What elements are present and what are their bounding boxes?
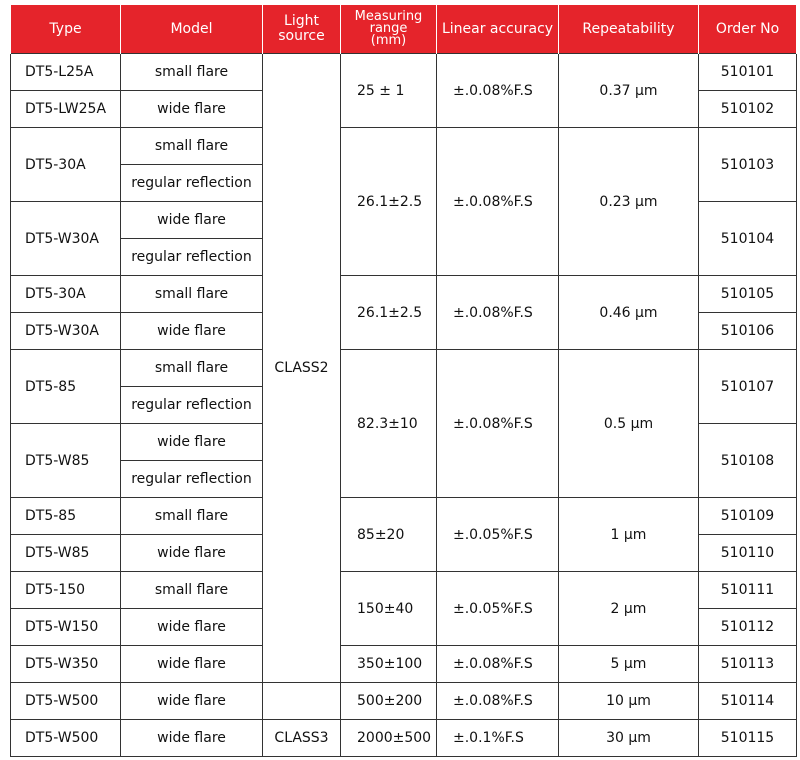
accuracy-cell: ±.0.08%F.S <box>437 683 559 720</box>
table-row <box>11 54 797 91</box>
header-light-source-line2: source <box>278 28 325 44</box>
range-cell: 85±20 <box>341 498 437 572</box>
header-repeatability: Repeatability <box>559 5 699 54</box>
header-measuring-range-line2: range <box>369 21 408 36</box>
type-cell: DT5-85 <box>11 350 121 424</box>
repeatability-cell: 5 μm <box>559 646 699 683</box>
model-cell: regular reflection <box>121 239 263 276</box>
table-row <box>11 572 797 609</box>
repeatability-cell: 0.23 μm <box>559 128 699 276</box>
order-no-cell: 510114 <box>699 683 797 720</box>
order-no-cell: 510111 <box>699 572 797 609</box>
model-cell: wide flare <box>121 424 263 461</box>
model-cell: regular reflection <box>121 461 263 498</box>
accuracy-cell: ±.0.08%F.S <box>437 276 559 350</box>
model-cell: wide flare <box>121 609 263 646</box>
order-no-cell: 510103 <box>699 128 797 202</box>
accuracy-cell: ±.0.08%F.S <box>437 350 559 498</box>
model-cell: small flare <box>121 276 263 313</box>
repeatability-cell: 30 μm <box>559 720 699 757</box>
table-row <box>11 646 797 683</box>
type-cell: DT5-150 <box>11 572 121 609</box>
header-row <box>11 5 797 54</box>
model-cell: regular reflection <box>121 165 263 202</box>
header-type: Type <box>11 5 121 54</box>
light-source-cell: CLASS3 <box>263 720 341 757</box>
light-source-cell-empty <box>263 683 341 720</box>
accuracy-cell: ±.0.05%F.S <box>437 498 559 572</box>
accuracy-cell: ±.0.08%F.S <box>437 128 559 276</box>
table-row <box>11 683 797 720</box>
order-no-cell: 510101 <box>699 54 797 91</box>
header-order-no: Order No <box>699 5 797 54</box>
accuracy-cell: ±.0.08%F.S <box>437 54 559 128</box>
model-cell: small flare <box>121 54 263 91</box>
model-cell: wide flare <box>121 720 263 757</box>
table-row <box>11 276 797 313</box>
light-source-cell: CLASS2 <box>263 54 341 683</box>
range-cell: 2000±500 <box>341 720 437 757</box>
table-row <box>11 350 797 387</box>
model-cell: wide flare <box>121 535 263 572</box>
header-light-source-line1: Light <box>284 13 319 29</box>
type-cell: DT5-30A <box>11 128 121 202</box>
order-no-cell: 510107 <box>699 350 797 424</box>
type-cell: DT5-W85 <box>11 535 121 572</box>
model-cell: regular reflection <box>121 387 263 424</box>
order-no-cell: 510109 <box>699 498 797 535</box>
order-no-cell: 510112 <box>699 609 797 646</box>
order-no-cell: 510108 <box>699 424 797 498</box>
model-cell: wide flare <box>121 313 263 350</box>
range-cell: 350±100 <box>341 646 437 683</box>
order-no-cell: 510113 <box>699 646 797 683</box>
type-cell: DT5-W150 <box>11 609 121 646</box>
model-cell: wide flare <box>121 202 263 239</box>
type-cell: DT5-30A <box>11 276 121 313</box>
order-no-cell: 510115 <box>699 720 797 757</box>
type-cell: DT5-W500 <box>11 683 121 720</box>
model-cell: small flare <box>121 350 263 387</box>
order-no-cell: 510110 <box>699 535 797 572</box>
order-no-cell: 510106 <box>699 313 797 350</box>
type-cell: DT5-W85 <box>11 424 121 498</box>
model-cell: wide flare <box>121 683 263 720</box>
order-no-cell: 510105 <box>699 276 797 313</box>
type-cell: DT5-L25A <box>11 54 121 91</box>
type-cell: DT5-LW25A <box>11 91 121 128</box>
model-cell: small flare <box>121 572 263 609</box>
type-cell: DT5-W30A <box>11 202 121 276</box>
range-cell: 82.3±10 <box>341 350 437 498</box>
accuracy-cell: ±.0.1%F.S <box>437 720 559 757</box>
repeatability-cell: 2 μm <box>559 572 699 646</box>
header-measuring-range-line1: Measuring <box>354 9 423 24</box>
model-cell: small flare <box>121 128 263 165</box>
range-cell: 25 ± 1 <box>341 54 437 128</box>
repeatability-cell: 10 μm <box>559 683 699 720</box>
range-cell: 150±40 <box>341 572 437 646</box>
spec-table <box>10 5 797 757</box>
model-cell: wide flare <box>121 91 263 128</box>
header-measuring-range-line3: (mm) <box>370 33 407 48</box>
header-model: Model <box>121 5 263 54</box>
table-row <box>11 720 797 757</box>
order-no-cell: 510102 <box>699 91 797 128</box>
repeatability-cell: 1 μm <box>559 498 699 572</box>
model-cell: wide flare <box>121 646 263 683</box>
repeatability-cell: 0.5 μm <box>559 350 699 498</box>
header-measuring-range <box>341 5 437 54</box>
type-cell: DT5-W30A <box>11 313 121 350</box>
repeatability-cell: 0.46 μm <box>559 276 699 350</box>
table-row <box>11 498 797 535</box>
header-light-source <box>263 5 341 54</box>
type-cell: DT5-W350 <box>11 646 121 683</box>
repeatability-cell: 0.37 μm <box>559 54 699 128</box>
accuracy-cell: ±.0.05%F.S <box>437 572 559 646</box>
type-cell: DT5-W500 <box>11 720 121 757</box>
range-cell: 26.1±2.5 <box>341 276 437 350</box>
range-cell: 500±200 <box>341 683 437 720</box>
accuracy-cell: ±.0.08%F.S <box>437 646 559 683</box>
model-cell: small flare <box>121 498 263 535</box>
table-row <box>11 128 797 165</box>
order-no-cell: 510104 <box>699 202 797 276</box>
header-linear-accuracy: Linear accuracy <box>437 5 559 54</box>
type-cell: DT5-85 <box>11 498 121 535</box>
range-cell: 26.1±2.5 <box>341 128 437 276</box>
